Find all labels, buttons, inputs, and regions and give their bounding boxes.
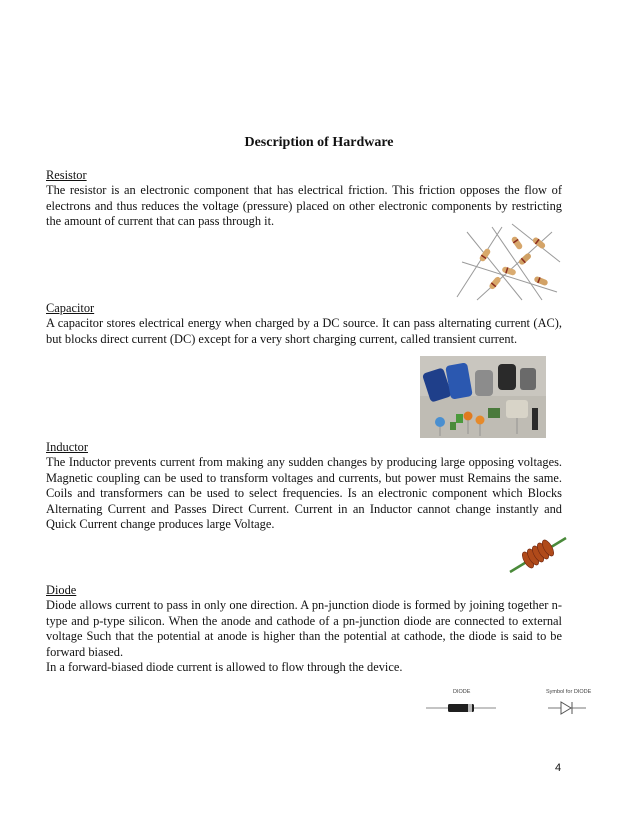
resistor-heading: Resistor bbox=[46, 168, 87, 182]
capacitor-paragraph: A capacitor stores electrical energy when charged by a DC source. It can pass alternating current (AC), but blocks direct current (DC) except for a very short charging current, called transient current. bbox=[46, 316, 562, 346]
resistor-image bbox=[452, 222, 562, 302]
diode-paragraph-forward-bias: In a forward-biased diode current is allowed to flow through the device. bbox=[46, 660, 403, 674]
diode-heading: Diode bbox=[46, 583, 77, 597]
diode-caption: DIODE bbox=[453, 689, 471, 695]
inductor-paragraph: The Inductor prevents current from making any sudden changes by producing large opposing voltages. Magnetic coupling can be used to transform voltages and currents, but power must Remains the same. Coils and transformers can be used to select frequencies. Is an electronic component which Blocks Alternating Current and Passes Direct Current. Current in an Inductor cannot change instantly and Quick Current change produces large Voltage. bbox=[46, 455, 562, 531]
page-title: Description of Hardware bbox=[244, 135, 394, 150]
capacitor-image bbox=[420, 356, 546, 438]
inductor-image bbox=[508, 528, 568, 578]
resistor-paragraph: The resistor is an electronic component that has electrical friction. This friction opposes the flow of electrons and thus reduces the voltage (pressure) placed on other electronic components by restricting the amount of current that can pass through it. bbox=[46, 183, 562, 228]
diode-paragraph: Diode allows current to pass in only one direction. A pn-junction diode is formed by joining together n-type and p-type silicon. When the anode and cathode of a pn-junction diode are connected to external voltage Such that the potential at anode is higher than the potential at cathode, the diode is said to be forward biased. bbox=[46, 598, 562, 659]
page-number: 4 bbox=[555, 762, 562, 774]
diode-symbol-caption: Symbol for DIODE bbox=[546, 689, 592, 695]
diode-figure bbox=[420, 684, 592, 720]
capacitor-heading: Capacitor bbox=[46, 301, 95, 315]
inductor-heading: Inductor bbox=[46, 440, 88, 454]
